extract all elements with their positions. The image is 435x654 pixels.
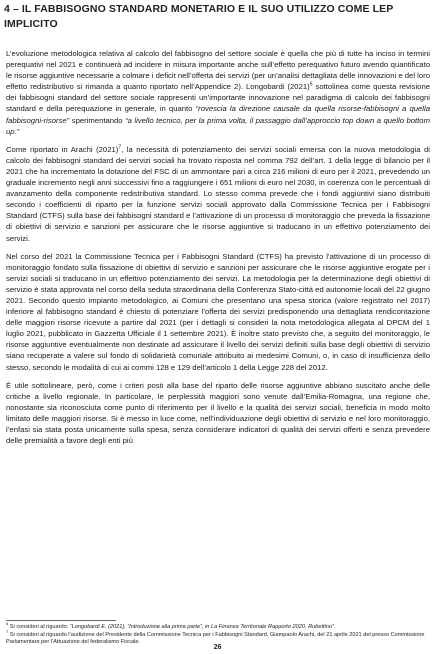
page-number: 26: [213, 644, 222, 651]
text-run: sottolinea come questa revisione dei fabbisogni standard del settore sociale rappresenti un’importante innovazione nel paradigma di calcolo dei fabbisogni standard e della perequazione in generale, in quanto: [6, 82, 430, 114]
paragraph: [6, 380, 430, 447]
footnote: [6, 621, 430, 632]
text-run: Nel corso del 2021 la Commissione Tecnica per i Fabbisogni Standard (CTFS) ha previsto l’attivazione di un processo di monitoraggio fondato sulla fissazione di obiettivi di servizio e sanzioni per assicurare che le risorse aggiuntive erogate per i servizi sociali si traducano in un effettivo potenziamento dei servizi. La metodologia per la determinazione degli obiettivi di servizio è stata approvata nel corso della seduta straordinaria della Conferenza Stato-città ed autonomie locali del 22 giugno 2021. Secondo questo impianto metodologico, ai Comuni che presentano una spesa storica (valore registrato nel 2017) inferiore al fabbisogno standard è chiesto di potenziare l’offerta dei servizi predisponendo una dettagliata rendicontazione delle maggiori risorse ricevute a partire dal 2021 (per i dettagli si consideri la nota metodologica allegata al DPCM del 1 luglio 2021, pubblicato in Gazzetta Ufficiale il 1 settembre 2021). È inoltre stato previsto che, a seguito del monitoraggio, le risorse aggiuntive eventualmente non destinate ad assicurare il livello dei servizi definiti sulla base degli obiettivi di servizio siano recuperate a valere sul fondo di solidarietà comunale attribuito ai medesimi Comuni, o, in caso di insufficienza dello stesso, secondo le modalità di cui ai commi 128 e 129 dell’articolo 1 della Legge 228 del 2012.: [6, 251, 430, 372]
footnote-mark: 7: [6, 628, 9, 634]
paragraph: [6, 144, 430, 244]
footnote-mark: 6: [6, 621, 9, 627]
text-run: , la necessità di potenziamento dei servizi sociali emersa con la nuova metodologia di calcolo dei fabbisogni standard dei servizi sociali ha trovato risposta nel comma 792 dell’art. 1 della legge di bilancio per il 2021 che ha incrementato la dotazione del FSC di un ammontare pari a circa 216 milioni di euro per il 2021, prevedendo un graduale incremento negli anni successivi fino a raggiungere i 651 milioni di euro nel 2030, in coerenza con le percentuali di avanzamento della componente redistributiva standard. Lo stesso comma prevede che i fondi aggiuntivi siano distribuiti secondo i coefficienti di riparto per la funzione servizi sociali approvato dalla Commissione Tecnica per i Fabbisogni Standard (CTFS) sulla base dei fabbisogni standard e l’attivazione di un processo di monitoraggio che preveda la fissazione di obiettivi di servizio e sanzioni per assicurare che le risorse aggiuntive si traducano in un effettivo potenziamento dei servizi.: [6, 144, 430, 243]
text-run: sperimentando: [69, 115, 126, 125]
text-run: L’evoluzione metodologica relativa al calcolo del fabbisogno del settore sociale è quella che più di tutte ha inciso in termini perequativi nel 2021 e continuerà ad incidere in misura importante anche sull’effetto perequativo futuro avendo quantificato le risorse aggiuntive necessarie a colmare i deficit nell’offerta dei servizi (per un’analisi dettagliata delle innovazioni e del loro effetto redistributivo si rimanda a quanto riportato nell’Appendice 2). Longobardi (2021): [6, 49, 430, 92]
italic-text: “Longobardi E. (2021), “Introduzione alla prima parte”, in La Finanza Territoriale Rapporto 2020, Rubettino”.: [69, 624, 336, 630]
italic-text: “a livello tecnico, per la prima volta, il passaggio dall’approccio top down a quello bottom up.”: [6, 115, 430, 136]
footnote-divider: [6, 620, 116, 621]
text-run: Come riportato in Arachi (2021): [6, 144, 119, 154]
footnote-ref: 7: [118, 144, 122, 151]
footnote-ref: 6: [309, 81, 313, 88]
paragraph: [6, 251, 430, 373]
body-text: [6, 48, 430, 453]
text-run: Si consideri al riguardo l’audizione del Presidente della Commissione Tecnica per i Fabbisogni Standard, Giampaolo Arachi, del 21 aprile 2021 del presso Commissione Parlamentare per l’Attuazione del federalismo Fiscale.: [6, 631, 425, 646]
section-heading: 4 – IL FABBISOGNO STANDARD MONETARIO E IL SUO UTILIZZO COME LEP IMPLICITO: [4, 3, 394, 30]
text-run: Si consideri al riguardo:: [8, 624, 70, 630]
text-run: È utile sottolineare, però, come i criteri posti alla base del riparto delle risorse aggiuntive abbiano suscitato anche delle critiche a livello regionale. In particolare, le perplessità maggiori sono venute dall’Emilia-Romagna, una regione che, nonostante sia riconosciuta come punto di riferimento per il livello e la qualità dei servizi sociali, beneficia in modo molto limitato delle maggiori risorse. Si è messo in luce come, nell’individuazione degli obiettivi di servizio e nel loro monitoraggio, l’enfasi sia stata posta unicamente sulla spesa, senza considerare indicatori di qualità dei servizi offerti e senza prevedere delle premialità a favore degli enti più: [6, 380, 430, 446]
paragraph: [6, 48, 430, 137]
italic-text: “rovescia la direzione causale da quella risorse-fabbisogni a quella fabbisogni-risorse”: [6, 104, 430, 125]
footnotes: [6, 620, 430, 647]
